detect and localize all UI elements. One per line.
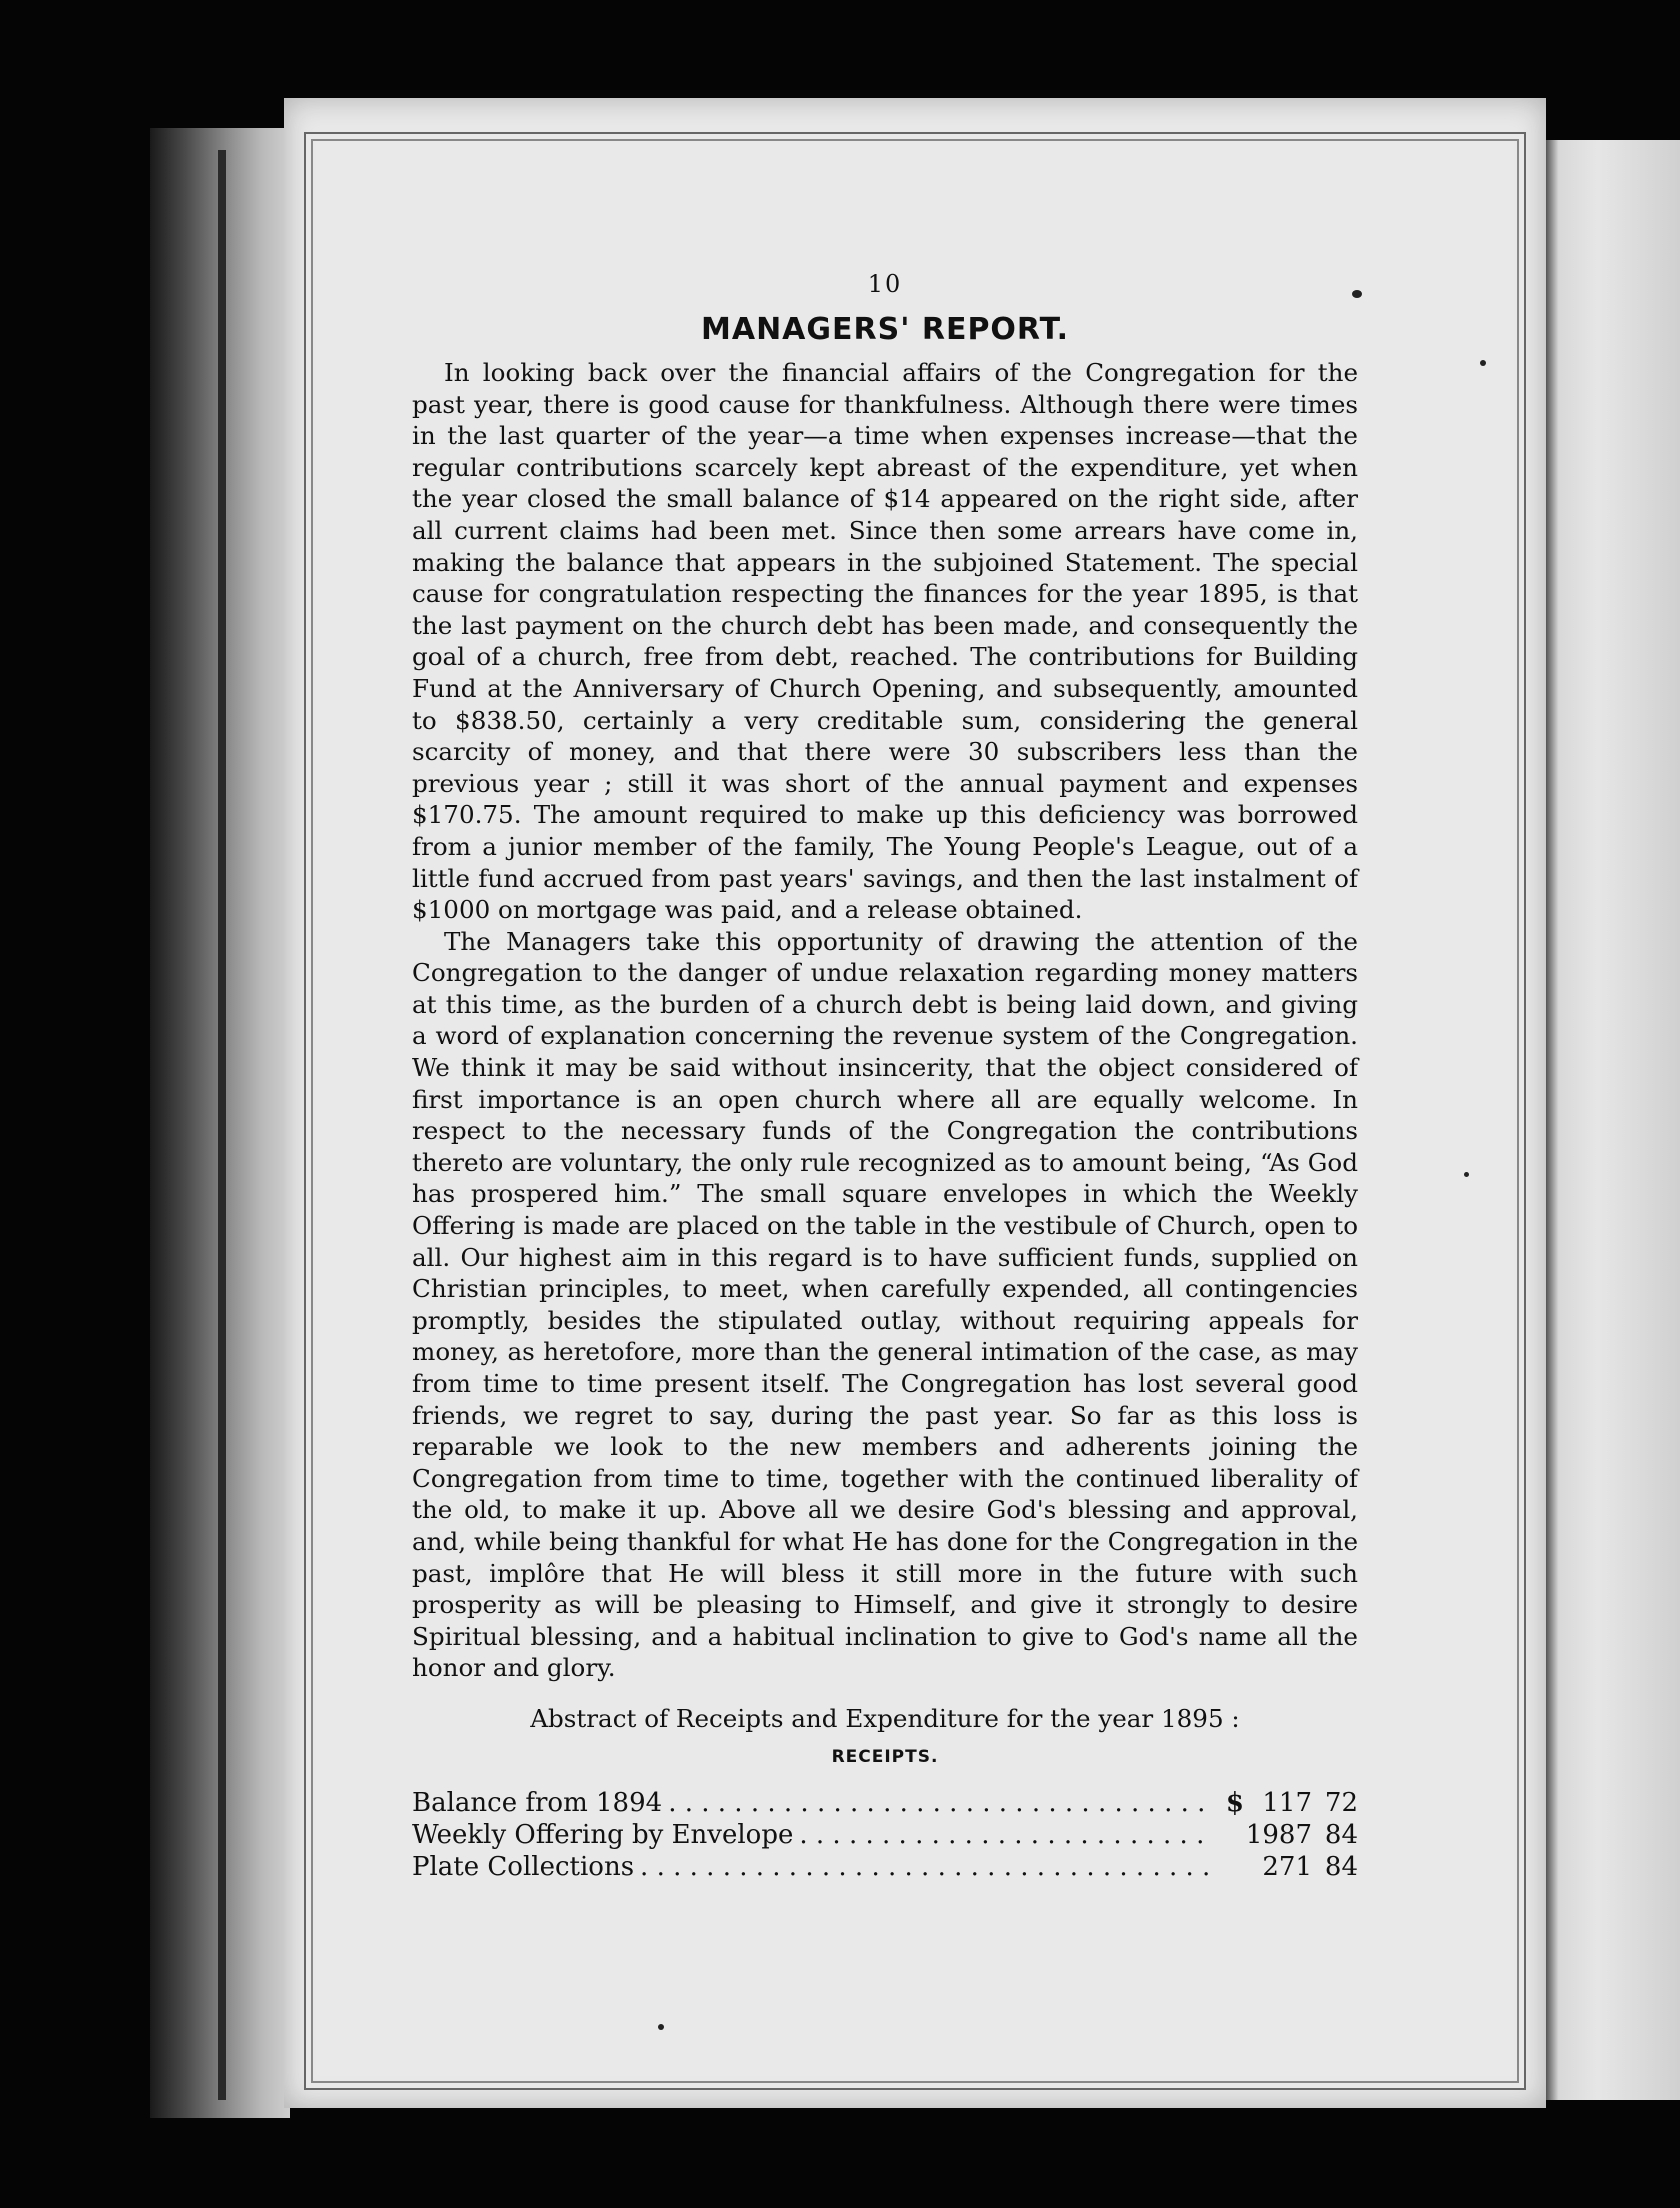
receipts-heading: RECEIPTS. <box>831 1746 939 1767</box>
page-number: 10 <box>867 270 903 298</box>
receipt-cents: 84 <box>1324 1851 1358 1882</box>
receipt-dollars: 117 <box>1262 1787 1312 1818</box>
page-content <box>412 270 1358 1883</box>
spine-edge <box>218 150 226 2100</box>
receipt-row <box>412 1787 1358 1819</box>
print-speck <box>1464 1172 1469 1177</box>
receipts-table <box>412 1787 1358 1883</box>
receipt-label: Balance from 1894 <box>412 1787 663 1818</box>
receipt-dollars: 1987 <box>1245 1819 1312 1850</box>
page-title: MANAGERS' REPORT. <box>701 312 1069 347</box>
print-speck <box>658 2024 664 2030</box>
leader-dots <box>640 1851 1212 1883</box>
book-page <box>284 98 1546 2108</box>
report-paragraph: In looking back over the financial affairs of the Congregation for the past year, there is good cause for thankfulness. Although there were times in the last quarter of the year—a time when expenses increase—that the regular contributions scarcely kept abreast of the expenditure, yet when the year closed the small balance of $14 appeared on the right side, after all current claims had been met. Since then some arrears have come in, making the balance that appears in the subjoined Statement. The special cause for congratulation respecting the finances for the year 1895, is that the last payment on the church debt has been made, and consequently the goal of a church, free from debt, reached. The contributions for Building Fund at the Anniversary of Church Opening, and subsequently, amounted to $838.50, certainly a very creditable sum, considering the general scarcity of money, and that there were 30 subscribers less than the previous year ; still it was short of the annual payment and expenses $170.75. The amount required to make up this deficiency was borrowed from a junior member of the family, The Young People's League, out of a little fund accrued from past years' savings, and then the last instalment of $1000 on mortgage was paid, and a release obtained. <box>412 358 1358 925</box>
receipt-cents: 72 <box>1324 1787 1358 1818</box>
receipt-dollars: 271 <box>1262 1851 1312 1882</box>
leader-dots <box>799 1819 1212 1851</box>
leader-dots <box>668 1787 1212 1819</box>
receipt-label: Weekly Offering by Envelope <box>412 1819 794 1850</box>
report-paragraph: The Managers take this opportunity of drawing the attention of the Congregation to the danger of undue relaxation regarding money matters at this time, as the burden of a church debt is being laid down, and giving a word of explanation concerning the revenue system of the Congregation. We think it may be said without insincerity, that the object considered of first importance is an open church where all are equally welcome. In respect to the necessary funds of the Congregation the contributions thereto are voluntary, the only rule recognized as to amount being, “As God has prospered him.” The small square envelopes in which the Weekly Offering is made are placed on the table in the vestibule of Church, open to all. Our highest aim in this regard is to have sufficient funds, supplied on Christian principles, to meet, when carefully expended, all contingencies promptly, besides the stipulated outlay, without requiring appeals for money, as heretofore, more than the general intimation of the case, as may from time to time present itself. The Congregation has lost several good friends, we regret to say, during the past year. So far as this loss is reparable we look to the new members and adherents joining the Congregation from time to time, together with the continued liberality of the old, to make it up. Above all we desire God's blessing and approval, and, while being thankful for what He has done for the Congregation in the past, implôre that He will bless it still more in the future with such prosperity as will be pleasing to Himself, and give it strongly to desire Spiritual blessing, and a habitual inclination to give to God's name all the honor and glory. <box>412 926 1358 1683</box>
receipt-row <box>412 1851 1358 1883</box>
receipt-label: Plate Collections <box>412 1851 635 1882</box>
print-speck <box>1480 360 1486 366</box>
receipt-cents: 84 <box>1324 1819 1358 1850</box>
adjacent-page-edge <box>1542 140 1680 2100</box>
abstract-heading: Abstract of Receipts and Expenditure for the year 1895 : <box>530 1703 1240 1733</box>
currency-sign: $ <box>1225 1787 1244 1818</box>
receipt-row <box>412 1819 1358 1851</box>
